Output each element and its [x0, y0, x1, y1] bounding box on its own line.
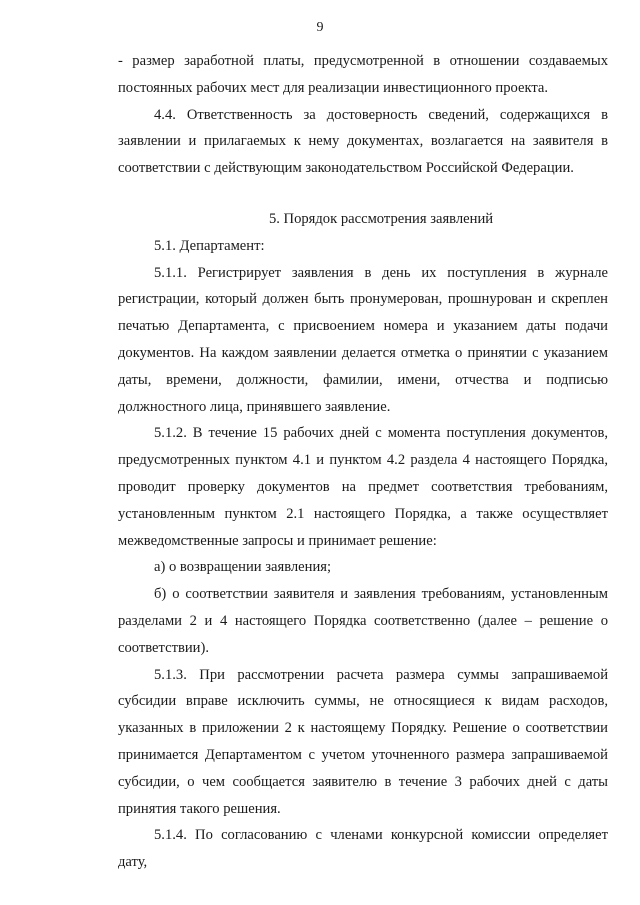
section-heading-5: 5. Порядок рассмотрения заявлений [268, 210, 494, 227]
paragraph-5-1-2: 5.1.2. В течение 15 рабочих дней с момента поступления документов, предусмотренных пунктом 4.1 и пунктом 4.2 раздела 4 настоящего Порядка, проводит проверку документов на предмет соответствия требованиям, установленным пунктом 2.1 настоящего Порядка, а также осуществляет межведомственные запросы и принимает решение: [118, 425, 608, 549]
paragraph-5-1-1: 5.1.1. Регистрирует заявления в день их поступления в журнале регистрации, который должен быть пронумерован, прошнурован и скреплен печатью Департамента, с присвоением номера и указанием даты подачи документов. На каждом заявлении делается отметка о принятии с указанием даты, времени, должности, фамилии, имени, отчества и подписью должностного лица, принявшего заявление. [118, 264, 608, 415]
paragraph-5-1-4: 5.1.4. По согласованию с членами конкурсной комиссии определяет дату, [118, 827, 608, 871]
paragraph-5-1-3: 5.1.3. При рассмотрении расчета размера суммы запрашиваемой субсидии вправе исключить суммы, не относящиеся к видам расходов, указанных в приложении 2 к настоящему Порядку. Решение о соответствии принимается Департаментом с учетом уточненного размера запрашиваемой субсидии, о чем сообщается заявителю в течение 3 рабочих дней с даты принятия такого решения. [118, 666, 608, 817]
paragraph-item-b: б) о соответствии заявителя и заявления требованиям, установленным разделами 2 и 4 настоящего Порядка соответственно (далее – решение о соответствии). [118, 586, 608, 656]
document-body [118, 48, 608, 876]
paragraph-item-a: а) о возвращении заявления; [154, 559, 332, 576]
paragraph-salary-continuation: - размер заработной платы, предусмотренной в отношении создаваемых постоянных рабочих мест для реализации инвестиционного проекта. [118, 53, 608, 96]
paragraph-4-4: 4.4. Ответственность за достоверность сведений, содержащихся в заявлении и прилагаемых к нему документах, возлагается на заявителя в соответствии с действующим законодательством Российской Федерации. [118, 106, 608, 177]
paragraph-5-1: 5.1. Департамент: [154, 237, 265, 254]
page-number: 9 [316, 20, 324, 35]
